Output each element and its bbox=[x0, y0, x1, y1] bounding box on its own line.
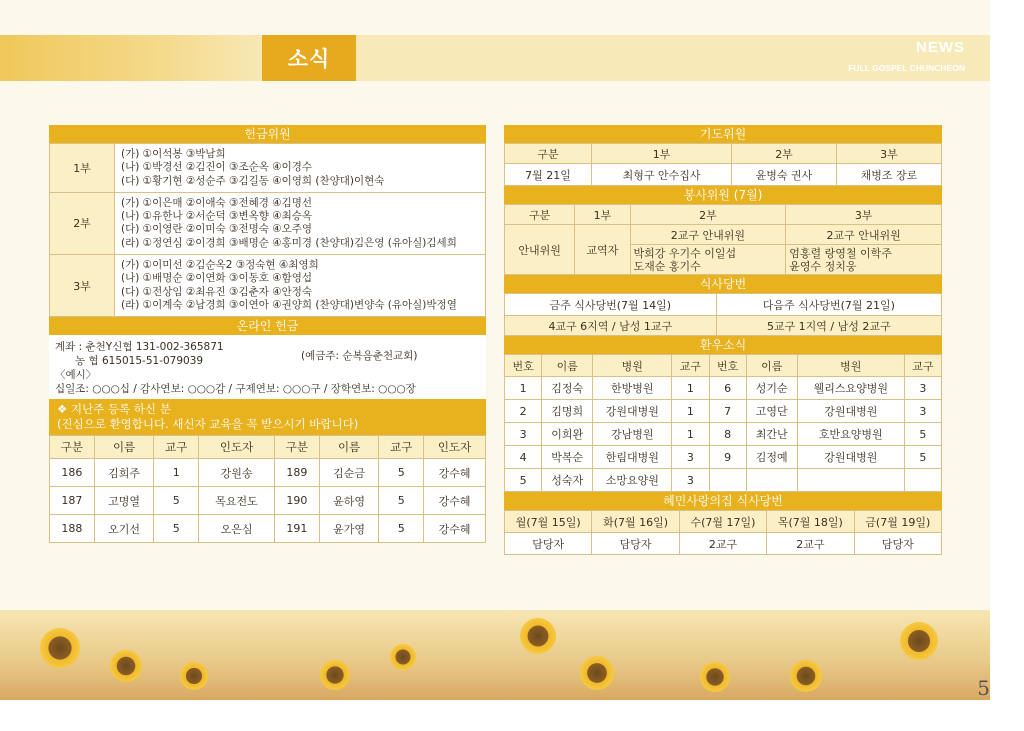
cell: 윤가영 bbox=[319, 515, 379, 543]
cell: 2교구 bbox=[767, 533, 854, 555]
hyemin-table bbox=[504, 510, 942, 555]
cell: 김순금 bbox=[319, 459, 379, 487]
line: (나) ①배명순 ②이연화 ③이동호 ④함영섭 bbox=[121, 272, 313, 285]
cell: 강원대병원 bbox=[593, 400, 672, 423]
column-header: 교구 bbox=[379, 436, 424, 459]
table-row bbox=[505, 225, 942, 245]
column-header: 교구 bbox=[904, 355, 941, 377]
cell: 188 bbox=[50, 515, 95, 543]
cell: 금주 식사당번(7월 14일) bbox=[505, 294, 717, 316]
cell: 7 bbox=[709, 400, 746, 423]
cell: 186 bbox=[50, 459, 95, 487]
offering-names bbox=[115, 255, 486, 317]
cell: 189 bbox=[275, 459, 320, 487]
left-column bbox=[49, 125, 486, 543]
account-info bbox=[49, 335, 486, 399]
online-offering-title: 온라인 헌금 bbox=[49, 317, 486, 335]
example-label: 〈예시〉 bbox=[55, 369, 97, 382]
table-header bbox=[505, 355, 942, 377]
offering-names bbox=[115, 192, 486, 254]
line: (가) ①이은매 ②이애숙 ③전혜경 ④김명선 bbox=[121, 196, 313, 209]
patients-table bbox=[504, 354, 942, 492]
cell: 담당자 bbox=[592, 533, 679, 555]
cell: 3 bbox=[672, 446, 709, 469]
column-header: 구분 bbox=[275, 436, 320, 459]
meal-table bbox=[504, 293, 942, 336]
offering-row bbox=[50, 192, 486, 254]
column-header: 구분 bbox=[505, 144, 592, 164]
column-header: 1부 bbox=[592, 144, 732, 164]
line: (라) ①정연심 ②이경희 ③배명순 ④홍미경 (찬양대)김은영 (유아실)김세희 bbox=[121, 236, 457, 249]
sunflower-icon bbox=[900, 622, 938, 660]
offering-label: 1부 bbox=[50, 144, 115, 193]
cell: 5 bbox=[154, 487, 199, 515]
cell: 박복순 bbox=[542, 446, 593, 469]
sunflower-icon bbox=[390, 644, 416, 670]
cell: 1 bbox=[672, 400, 709, 423]
service-table bbox=[504, 204, 942, 275]
offering-label: 2부 bbox=[50, 192, 115, 254]
cell: 3 bbox=[505, 423, 542, 446]
table-row bbox=[505, 533, 942, 555]
cell: 4교구 6지역 / 남성 1교구 bbox=[505, 316, 717, 336]
cell: 담당자 bbox=[854, 533, 941, 555]
cell bbox=[797, 469, 904, 492]
column-header: 수(7월 17일) bbox=[679, 511, 766, 533]
table-row bbox=[50, 515, 486, 543]
cell: 강남병원 bbox=[593, 423, 672, 446]
cell: 고영단 bbox=[746, 400, 797, 423]
table-header bbox=[505, 205, 942, 225]
offering-label: 3부 bbox=[50, 255, 115, 317]
column-header: 병원 bbox=[797, 355, 904, 377]
cell: 교역자 bbox=[575, 225, 630, 275]
column-header: 인도자 bbox=[199, 436, 275, 459]
column-header: 병원 bbox=[593, 355, 672, 377]
cell: 187 bbox=[50, 487, 95, 515]
page-number: 5 bbox=[977, 676, 990, 700]
table-row bbox=[505, 377, 942, 400]
cell: 소망요양원 bbox=[593, 469, 672, 492]
line: (라) ①이계숙 ②남경희 ③이연아 ④권양희 (찬양대)변양숙 (유아실)박정열 bbox=[121, 298, 457, 311]
cell: 고명열 bbox=[94, 487, 154, 515]
cell: 오은심 bbox=[199, 515, 275, 543]
cell: 2교구 bbox=[679, 533, 766, 555]
sunflower-icon bbox=[790, 660, 822, 692]
church-name: FULL GOSPEL CHUNCHEON bbox=[848, 63, 965, 73]
newcomers-title bbox=[49, 399, 486, 435]
column-header: 번호 bbox=[709, 355, 746, 377]
ornament-swirl-icon bbox=[0, 35, 270, 81]
cell: 강원대병원 bbox=[797, 400, 904, 423]
cell: 2교구 안내위원 bbox=[630, 225, 786, 245]
line: (다) ①전상임 ②최유진 ③김춘자 ④안정숙 bbox=[121, 285, 313, 298]
column-header: 이름 bbox=[746, 355, 797, 377]
cell: 윤하영 bbox=[319, 487, 379, 515]
patients-title: 환우소식 bbox=[504, 336, 942, 354]
table-row bbox=[505, 294, 942, 316]
line: (다) ①황기현 ②성순주 ③김길동 ④이영희 (찬양대)이현숙 bbox=[121, 174, 385, 187]
table-header bbox=[505, 144, 942, 164]
row-label: 안내위원 bbox=[505, 225, 575, 275]
column-header: 이름 bbox=[542, 355, 593, 377]
column-header: 3부 bbox=[786, 205, 942, 225]
sunflower-icon bbox=[520, 618, 556, 654]
line: (나) ①유한나 ②서순덕 ③변옥향 ④최승옥 bbox=[121, 210, 313, 223]
cell: 3 bbox=[672, 469, 709, 492]
table-row bbox=[505, 423, 942, 446]
column-header: 인도자 bbox=[424, 436, 486, 459]
cell: 190 bbox=[275, 487, 320, 515]
cell: 김정숙 bbox=[542, 377, 593, 400]
right-column bbox=[504, 125, 942, 555]
account-line-1: 계좌 : 춘천Y신협 131-002-365871 bbox=[55, 341, 224, 354]
column-header: 화(7월 16일) bbox=[592, 511, 679, 533]
table-row bbox=[505, 164, 942, 186]
line: 박희강 우기수 이일섭 bbox=[633, 246, 737, 260]
cell: 이희완 bbox=[542, 423, 593, 446]
cell: 5 bbox=[505, 469, 542, 492]
cell: 6 bbox=[709, 377, 746, 400]
cell: 7월 21일 bbox=[505, 164, 592, 186]
service-title: 봉사위원 (7월) bbox=[504, 186, 942, 204]
column-header: 금(7월 19일) bbox=[854, 511, 941, 533]
example-line: 십일조: ○○○십 / 감사연보: ○○○감 / 구제연보: ○○○구 / 장학연보: ○○○장 bbox=[55, 383, 416, 396]
offering-row bbox=[50, 144, 486, 193]
cell: 다음주 식사당번(7월 21일) bbox=[716, 294, 941, 316]
meal-title: 식사당번 bbox=[504, 275, 942, 293]
table-row bbox=[505, 469, 942, 492]
table-row bbox=[505, 400, 942, 423]
sunflower-icon bbox=[110, 650, 142, 682]
cell: 성기순 bbox=[746, 377, 797, 400]
cell: 호반요양병원 bbox=[797, 423, 904, 446]
column-header: 구분 bbox=[505, 205, 575, 225]
prayer-title: 기도위원 bbox=[504, 125, 942, 143]
line: 도재순 홍기수 bbox=[633, 259, 701, 273]
cell: 1 bbox=[672, 377, 709, 400]
column-header: 이름 bbox=[94, 436, 154, 459]
sunflower-field-illustration bbox=[0, 610, 1024, 700]
cell: 김명희 bbox=[542, 400, 593, 423]
cell: 김정예 bbox=[746, 446, 797, 469]
column-header: 교구 bbox=[154, 436, 199, 459]
sunflower-icon bbox=[180, 662, 208, 690]
cell bbox=[904, 469, 941, 492]
offering-title: 헌금위원 bbox=[49, 125, 486, 143]
column-header: 월(7월 15일) bbox=[505, 511, 592, 533]
column-header: 3부 bbox=[836, 144, 941, 164]
sunflower-icon bbox=[40, 628, 80, 668]
cell: 2교구 안내위원 bbox=[786, 225, 942, 245]
cell: 한방병원 bbox=[593, 377, 672, 400]
column-header: 번호 bbox=[505, 355, 542, 377]
cell: 윤병숙 권사 bbox=[732, 164, 837, 186]
cell bbox=[630, 245, 786, 275]
cell: 5 bbox=[379, 487, 424, 515]
cell: 강수혜 bbox=[424, 515, 486, 543]
cell: 5 bbox=[904, 446, 941, 469]
table-row bbox=[50, 459, 486, 487]
offering-names bbox=[115, 144, 486, 193]
offering-table bbox=[49, 143, 486, 317]
cell: 1 bbox=[154, 459, 199, 487]
cell: 9 bbox=[709, 446, 746, 469]
newcomers-heading: ❖ 지난주 등록 하신 분 bbox=[57, 402, 171, 417]
cell: 오기선 bbox=[94, 515, 154, 543]
column-header: 교구 bbox=[672, 355, 709, 377]
page-header bbox=[0, 35, 990, 81]
cell: 5 bbox=[154, 515, 199, 543]
cell: 한림대병원 bbox=[593, 446, 672, 469]
line: 엄홍렬 랑영철 이학주 bbox=[789, 246, 892, 260]
cell: 5교구 1지역 / 남성 2교구 bbox=[716, 316, 941, 336]
table-row bbox=[505, 446, 942, 469]
column-header: 목(7월 18일) bbox=[767, 511, 854, 533]
cell: 8 bbox=[709, 423, 746, 446]
cell bbox=[709, 469, 746, 492]
cell: 최간난 bbox=[746, 423, 797, 446]
cell: 191 bbox=[275, 515, 320, 543]
prayer-table bbox=[504, 143, 942, 186]
cell: 강수혜 bbox=[424, 487, 486, 515]
table-row bbox=[505, 316, 942, 336]
cell: 1 bbox=[505, 377, 542, 400]
news-label: NEWS bbox=[916, 39, 965, 56]
column-header: 이름 bbox=[319, 436, 379, 459]
newcomers-table bbox=[49, 435, 486, 543]
cell: 1 bbox=[672, 423, 709, 446]
cell: 5 bbox=[379, 459, 424, 487]
cell: 성숙자 bbox=[542, 469, 593, 492]
line: (다) ①이영란 ②이미숙 ③전명숙 ④오주영 bbox=[121, 223, 313, 236]
cell: 강원송 bbox=[199, 459, 275, 487]
cell bbox=[746, 469, 797, 492]
column-header: 2부 bbox=[732, 144, 837, 164]
column-header: 2부 bbox=[630, 205, 786, 225]
line: (가) ①이미선 ②김순옥2 ③정숙현 ④최영희 bbox=[121, 259, 319, 272]
account-line-2: 농 협 615015-51-079039 bbox=[75, 355, 204, 368]
cell bbox=[786, 245, 942, 275]
hyemin-title: 혜민사랑의집 식사당번 bbox=[504, 492, 942, 510]
cell: 2 bbox=[505, 400, 542, 423]
cell: 3 bbox=[904, 377, 941, 400]
table-header bbox=[505, 511, 942, 533]
cell: 김희주 bbox=[94, 459, 154, 487]
sunflower-icon bbox=[700, 662, 730, 692]
page-title: 소식 bbox=[262, 35, 356, 81]
line: (가) ①이석봉 ③박남희 bbox=[121, 148, 226, 160]
cell: 목요전도 bbox=[199, 487, 275, 515]
cell: 강원대병원 bbox=[797, 446, 904, 469]
table-header bbox=[50, 436, 486, 459]
cell: 최형구 안수집사 bbox=[592, 164, 732, 186]
sunflower-icon bbox=[580, 656, 614, 690]
bottom-margin bbox=[0, 700, 1024, 731]
offering-row bbox=[50, 255, 486, 317]
cell: 5 bbox=[379, 515, 424, 543]
column-header: 1부 bbox=[575, 205, 630, 225]
line: (나) ①박경선 ②김진이 ③조순옥 ④이경수 bbox=[121, 161, 313, 174]
cell: 강수혜 bbox=[424, 459, 486, 487]
cell: 3 bbox=[904, 400, 941, 423]
cell: 웰리스요양병원 bbox=[797, 377, 904, 400]
line: 윤영수 정치웅 bbox=[789, 259, 857, 273]
cell: 담당자 bbox=[505, 533, 592, 555]
cell: 채병조 장로 bbox=[836, 164, 941, 186]
account-holder: (예금주: 순복음춘천교회) bbox=[301, 350, 418, 363]
cell: 4 bbox=[505, 446, 542, 469]
cell: 5 bbox=[904, 423, 941, 446]
column-header: 구분 bbox=[50, 436, 95, 459]
sunflower-icon bbox=[320, 660, 350, 690]
newcomers-note: (진심으로 환영합니다. 새신자 교육을 꼭 받으시기 바랍니다) bbox=[57, 417, 359, 432]
table-row bbox=[50, 487, 486, 515]
page-edge bbox=[990, 0, 1024, 731]
